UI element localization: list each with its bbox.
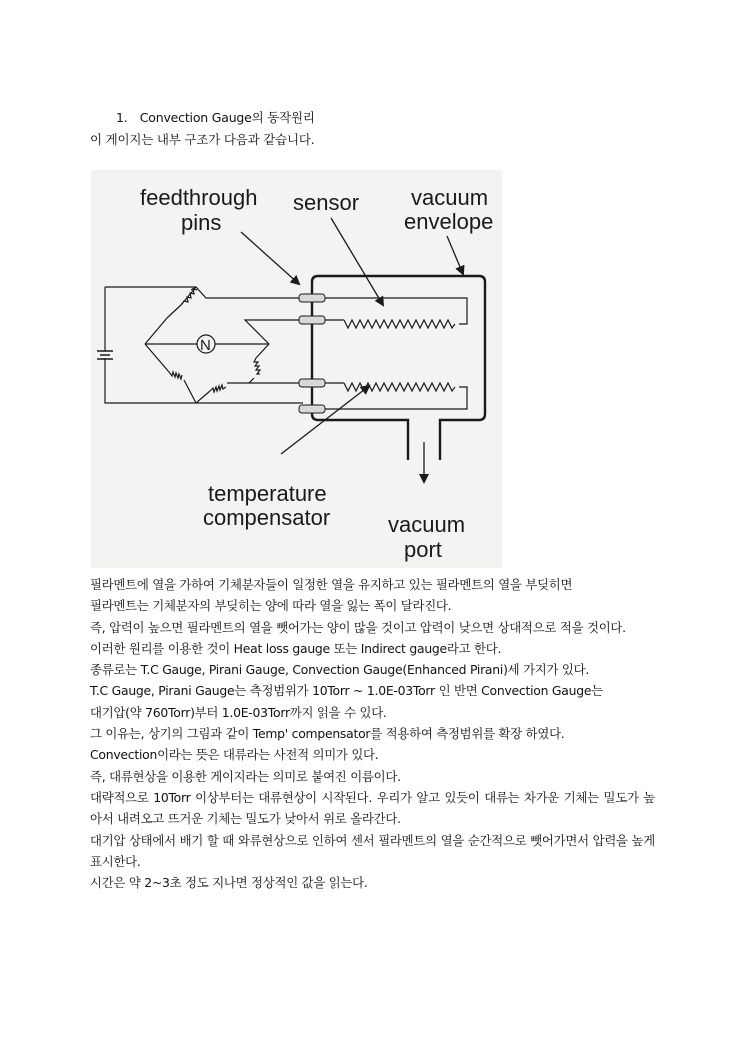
paragraph-line: Convection이라는 뜻은 대류라는 사전적 의미가 있다.: [90, 747, 379, 763]
paragraph-line: 즉, 대류현상을 이용한 게이지라는 의미로 붙여진 이름이다.: [90, 768, 401, 784]
paragraph-line: 필라멘트는 기체분자의 부딪히는 양에 따라 열을 잃는 폭이 달라진다.: [90, 598, 452, 614]
paragraph-line: 그 이유는, 상기의 그림과 같이 Temp' compensator를 적용하여 측정범위를 확장 하였다.: [90, 726, 565, 742]
intro-text: 이 게이지는 내부 구조가 다음과 같습니다.: [90, 132, 315, 147]
label-port: port: [404, 537, 442, 562]
label-temperature: temperature: [208, 481, 327, 506]
paragraph-line: 대기압 상태에서 배기 할 때 와류현상으로 인하여 센서 필라멘트의 열을 순간적으로 뺏어가면서 압력을 높게 표시한다.: [90, 832, 655, 869]
heading-text: Convection Gauge의 동작원리: [139, 110, 315, 125]
label-sensor: sensor: [293, 190, 360, 215]
circuit-diagram-svg: [91, 170, 502, 568]
label-vacuum-port-1: vacuum: [388, 512, 466, 537]
section-heading: [116, 108, 315, 126]
paragraph-line: 필라멘트에 열을 가하여 기체분자들이 일정한 열을 유지하고 있는 필라멘트의 열을 부딪히면: [90, 577, 573, 592]
label-vacuum: vacuum: [411, 185, 489, 210]
label-envelope: envelope: [404, 209, 494, 234]
label-pins: pins: [181, 210, 222, 235]
convection-gauge-diagram: [91, 170, 502, 568]
label-feedthrough: feedthrough: [140, 185, 258, 210]
heading-number: 1.: [116, 110, 128, 125]
paragraph-line: 이러한 원리를 이용한 것이 Heat loss gauge 또는 Indirect gauge라고 한다.: [90, 640, 502, 656]
label-compensator: compensator: [203, 505, 331, 530]
paragraph-line: 대기압(약 760Torr)부터 1.0E-03Torr까지 읽을 수 있다.: [90, 704, 387, 720]
paragraph-line: 즉, 압력이 높으면 필라멘트의 열을 뺏어가는 양이 많을 것이고 압력이 낮으면 상대적으로 적을 것이다.: [90, 619, 626, 635]
body-text: [90, 574, 655, 893]
paragraph-line: 종류로는 T.C Gauge, Pirani Gauge, Convection Gauge(Enhanced Pirani)세 가지가 있다.: [90, 662, 590, 678]
paragraph-line: 시간은 약 2~3초 정도 지나면 정상적인 값을 읽는다.: [90, 875, 368, 891]
meter-icon: N: [200, 337, 211, 354]
paragraph-line: T.C Gauge, Pirani Gauge는 측정범위가 10Torr ~ 1.0E-03Torr 인 반면 Convection Gauge는: [90, 683, 603, 699]
paragraph-line: 대략적으로 10Torr 이상부터는 대류현상이 시작된다. 우리가 알고 있듯이 대류는 차가운 기체는 밀도가 높아서 내려오고 뜨거운 기체는 밀도가 낮아서 위로 올라간다.: [90, 789, 655, 827]
